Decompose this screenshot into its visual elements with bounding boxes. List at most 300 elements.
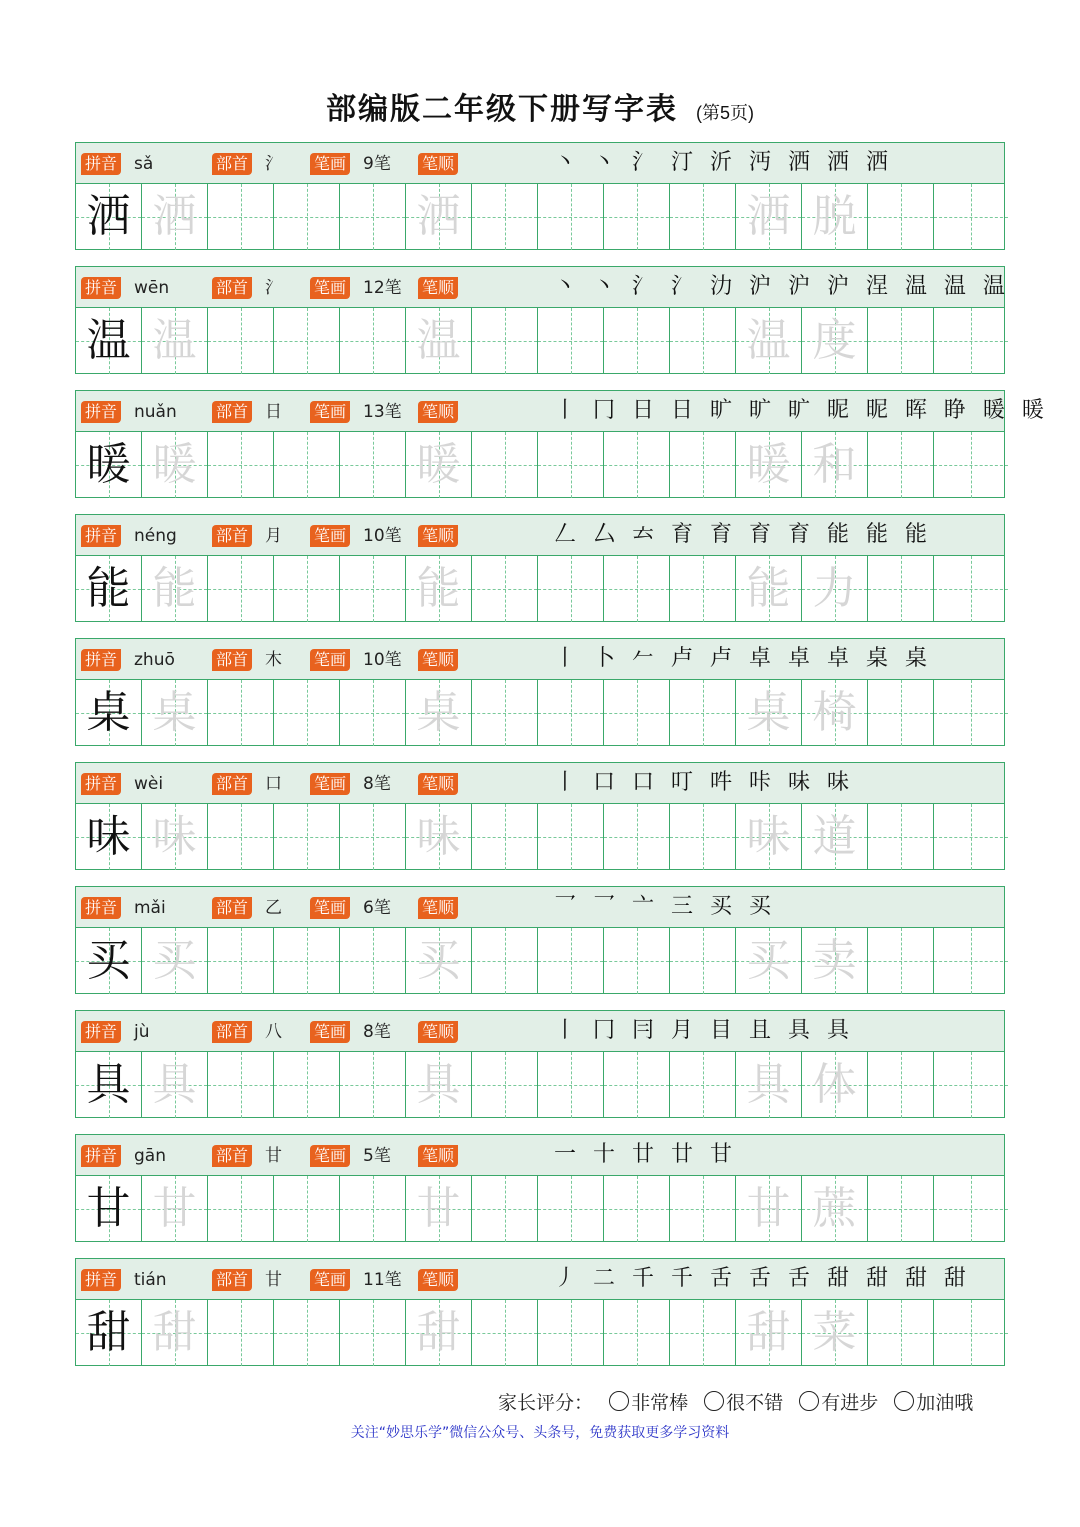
pinyin-value: néng [134,526,177,546]
writing-cell[interactable] [472,432,538,498]
rating-label: 家长评分： [498,1392,594,1414]
trace-char-cell[interactable] [142,804,208,870]
writing-cell[interactable] [340,928,406,994]
writing-cell[interactable] [472,804,538,870]
strokes-tag: 笔画 [310,153,350,175]
trace-char-cell[interactable] [406,308,472,374]
writing-cell[interactable] [934,1052,1008,1118]
model-char-cell [76,308,142,374]
char-info-bar [76,887,1004,928]
writing-cell[interactable] [472,680,538,746]
trace-char-cell[interactable] [142,308,208,374]
writing-cell[interactable] [934,804,1008,870]
trace-char-cell[interactable] [406,928,472,994]
writing-cell[interactable] [208,184,274,250]
radical-tag: 部首 [212,1269,252,1291]
char-info-bar [76,143,1004,184]
trace-char-cell[interactable] [736,1300,802,1366]
radical-value: 氵 [265,278,282,298]
grid-char: 蔗 [812,1183,857,1234]
radio-option-1[interactable] [704,1391,724,1411]
writing-cell[interactable] [538,432,604,498]
char-block [75,1258,1005,1366]
pinyin-tag: 拼音 [81,649,121,671]
radical-value: 木 [265,650,282,670]
trace-char-cell[interactable] [736,804,802,870]
strokes-tag: 笔画 [310,773,350,795]
trace-char-cell[interactable] [142,184,208,250]
writing-cell[interactable] [868,680,934,746]
writing-cell[interactable] [538,184,604,250]
char-info-bar [76,267,1010,308]
writing-cell[interactable] [472,308,538,374]
grid-char: 桌 [746,687,791,738]
grid-char: 温 [152,315,197,366]
trace-char-cell[interactable] [406,804,472,870]
pinyin-value: jù [134,1022,150,1042]
char-info-bar [76,1135,1004,1176]
writing-grid [76,1052,1004,1118]
trace-char-cell[interactable] [736,556,802,622]
grid-char: 味 [152,811,197,862]
char-info-bar [76,763,1004,804]
trace-char-cell[interactable] [142,1052,208,1118]
grid-char: 买 [746,935,791,986]
radical-value: 氵 [265,154,282,174]
order-tag: 笔顺 [418,649,458,671]
grid-char: 暖 [152,439,197,490]
order-tag: 笔顺 [418,525,458,547]
grid-char: 度 [812,315,857,366]
grid-char: 味 [746,811,791,862]
stroke-order: 丨 口 口 叮 吽 咔 味 味 [554,770,854,795]
writing-cell[interactable] [670,1052,736,1118]
pinyin-value: wēn [134,278,170,298]
trace-word-cell[interactable] [802,928,868,994]
char-block [75,514,1005,622]
radical-tag: 部首 [212,153,252,175]
grid-char: 温 [86,315,131,366]
grid-char: 力 [812,563,857,614]
grid-char: 洒 [416,191,461,242]
grid-char: 菜 [812,1307,857,1358]
model-char-cell [76,1176,142,1242]
writing-cell[interactable] [604,1176,670,1242]
writing-cell[interactable] [604,680,670,746]
grid-char: 洒 [86,191,131,242]
writing-cell[interactable] [208,308,274,374]
model-char-cell [76,432,142,498]
trace-char-cell[interactable] [142,1300,208,1366]
writing-cell[interactable] [538,928,604,994]
grid-char: 暖 [86,439,131,490]
page-number: (第5页) [696,103,754,123]
trace-word-cell[interactable] [802,556,868,622]
trace-char-cell[interactable] [142,432,208,498]
model-char-cell [76,1052,142,1118]
pinyin-value: mǎi [134,898,166,918]
page-title [0,84,1080,128]
writing-cell[interactable] [538,556,604,622]
order-tag: 笔顺 [418,773,458,795]
grid-char: 味 [416,811,461,862]
char-block [75,762,1005,870]
writing-cell[interactable] [274,184,340,250]
grid-char: 具 [416,1059,461,1110]
grid-char: 桌 [86,687,131,738]
writing-cell[interactable] [604,308,670,374]
char-info-bar [76,391,1049,432]
strokes-tag: 笔画 [310,401,350,423]
writing-cell[interactable] [274,804,340,870]
char-block [75,1134,1005,1242]
grid-char: 甘 [746,1183,791,1234]
writing-cell[interactable] [670,184,736,250]
grid-char: 甜 [416,1307,461,1358]
radical-value: 月 [265,526,282,546]
writing-cell[interactable] [868,184,934,250]
writing-cell[interactable] [604,432,670,498]
writing-cell[interactable] [274,432,340,498]
writing-cell[interactable] [340,1176,406,1242]
writing-cell[interactable] [538,308,604,374]
trace-char-cell[interactable] [142,928,208,994]
pinyin-value: tián [134,1270,167,1290]
grid-char: 椅 [812,687,857,738]
trace-char-cell[interactable] [736,184,802,250]
writing-cell[interactable] [340,1052,406,1118]
writing-cell[interactable] [208,680,274,746]
writing-cell[interactable] [538,1052,604,1118]
writing-cell[interactable] [274,556,340,622]
writing-cell[interactable] [340,1300,406,1366]
trace-char-cell[interactable] [736,1052,802,1118]
writing-cell[interactable] [868,432,934,498]
writing-cell[interactable] [934,1300,1008,1366]
writing-cell[interactable] [670,556,736,622]
trace-word-cell[interactable] [802,1300,868,1366]
pinyin-tag: 拼音 [81,153,121,175]
writing-grid [76,184,1004,250]
strokes-tag: 笔画 [310,1145,350,1167]
stroke-order: 丿 二 千 千 舌 舌 舌 甜 甜 甜 甜 [554,1266,971,1291]
writing-cell[interactable] [604,928,670,994]
trace-word-cell[interactable] [802,680,868,746]
writing-grid [76,928,1004,994]
writing-cell[interactable] [472,1300,538,1366]
pinyin-value: gān [134,1146,166,1166]
grid-char: 甘 [416,1183,461,1234]
stroke-order: 丨 冂 冃 月 目 且 具 具 [554,1018,854,1043]
rating-option-label: 加油哦 [916,1392,974,1414]
trace-char-cell[interactable] [142,1176,208,1242]
writing-grid [76,308,1004,374]
trace-char-cell[interactable] [406,1052,472,1118]
grid-char: 甜 [86,1307,131,1358]
writing-cell[interactable] [538,680,604,746]
writing-cell[interactable] [208,1052,274,1118]
model-char-cell [76,804,142,870]
pinyin-tag: 拼音 [81,277,121,299]
radical-tag: 部首 [212,773,252,795]
trace-word-cell[interactable] [802,184,868,250]
char-block [75,142,1005,250]
radical-value: 八 [265,1022,282,1042]
strokes-tag: 笔画 [310,1021,350,1043]
pinyin-tag: 拼音 [81,1021,121,1043]
grid-char: 能 [746,563,791,614]
writing-cell[interactable] [472,184,538,250]
grid-char: 甘 [86,1183,131,1234]
model-char-cell [76,556,142,622]
writing-grid [76,1300,1004,1366]
writing-cell[interactable] [670,1300,736,1366]
writing-cell[interactable] [340,556,406,622]
writing-cell[interactable] [538,1176,604,1242]
writing-cell[interactable] [670,1176,736,1242]
grid-char: 能 [152,563,197,614]
writing-grid [76,556,1004,622]
pinyin-tag: 拼音 [81,897,121,919]
char-info-bar [76,1259,1004,1300]
stroke-order: 𠃋 厶 𠫓 育 育 育 育 能 能 能 [554,522,932,547]
radical-tag: 部首 [212,525,252,547]
char-info-bar [76,515,1004,556]
grid-char: 味 [86,811,131,862]
grid-char: 暖 [746,439,791,490]
writing-cell[interactable] [274,680,340,746]
strokes-value: 11笔 [363,1270,402,1290]
writing-cell[interactable] [670,308,736,374]
strokes-value: 8笔 [363,1022,391,1042]
writing-cell[interactable] [208,928,274,994]
radical-value: 日 [265,402,282,422]
writing-cell[interactable] [934,1176,1008,1242]
writing-cell[interactable] [208,804,274,870]
writing-cell[interactable] [340,184,406,250]
radical-tag: 部首 [212,1145,252,1167]
order-tag: 笔顺 [418,897,458,919]
writing-grid [76,804,1004,870]
trace-char-cell[interactable] [406,1300,472,1366]
strokes-value: 13笔 [363,402,402,422]
strokes-tag: 笔画 [310,277,350,299]
radical-tag: 部首 [212,897,252,919]
writing-cell[interactable] [604,1052,670,1118]
writing-cell[interactable] [868,1052,934,1118]
order-tag: 笔顺 [418,1145,458,1167]
writing-cell[interactable] [472,1052,538,1118]
writing-cell[interactable] [274,1052,340,1118]
writing-cell[interactable] [868,1176,934,1242]
strokes-value: 9笔 [363,154,391,174]
writing-cell[interactable] [604,184,670,250]
grid-char: 卖 [812,935,857,986]
order-tag: 笔顺 [418,401,458,423]
trace-word-cell[interactable] [802,308,868,374]
writing-cell[interactable] [934,184,1008,250]
writing-cell[interactable] [340,804,406,870]
trace-word-cell[interactable] [802,1052,868,1118]
writing-cell[interactable] [340,432,406,498]
trace-char-cell[interactable] [406,184,472,250]
trace-char-cell[interactable] [406,556,472,622]
strokes-tag: 笔画 [310,1269,350,1291]
order-tag: 笔顺 [418,277,458,299]
grid-char: 能 [416,563,461,614]
trace-char-cell[interactable] [736,308,802,374]
grid-char: 具 [86,1059,131,1110]
trace-word-cell[interactable] [802,1176,868,1242]
writing-cell[interactable] [868,928,934,994]
strokes-value: 10笔 [363,650,402,670]
writing-cell[interactable] [868,1300,934,1366]
trace-char-cell[interactable] [406,1176,472,1242]
parent-rating [498,1388,973,1415]
char-info-bar [76,639,1004,680]
radical-tag: 部首 [212,277,252,299]
writing-cell[interactable] [670,432,736,498]
order-tag: 笔顺 [418,1021,458,1043]
strokes-tag: 笔画 [310,897,350,919]
writing-cell[interactable] [670,928,736,994]
trace-word-cell[interactable] [802,804,868,870]
grid-char: 暖 [416,439,461,490]
writing-cell[interactable] [934,308,1008,374]
model-char-cell [76,1300,142,1366]
trace-char-cell[interactable] [736,1176,802,1242]
strokes-value: 12笔 [363,278,402,298]
writing-cell[interactable] [670,680,736,746]
trace-char-cell[interactable] [736,680,802,746]
radical-value: 甘 [265,1146,282,1166]
pinyin-tag: 拼音 [81,525,121,547]
stroke-order: 乛 乛 亠 三 买 买 [554,894,776,919]
pinyin-value: nuǎn [134,402,177,422]
writing-cell[interactable] [208,1300,274,1366]
stroke-order: 丨 冂 日 日 旷 旷 旷 昵 昵 晖 睁 暖 暖 [554,398,1049,423]
writing-grid [76,1176,1004,1242]
grid-char: 具 [746,1059,791,1110]
trace-char-cell[interactable] [406,432,472,498]
writing-cell[interactable] [868,556,934,622]
grid-char: 洒 [746,191,791,242]
writing-cell[interactable] [274,1176,340,1242]
pinyin-value: zhuō [134,650,175,670]
writing-cell[interactable] [274,1300,340,1366]
grid-char: 甜 [746,1307,791,1358]
writing-cell[interactable] [670,804,736,870]
writing-cell[interactable] [604,556,670,622]
writing-cell[interactable] [934,928,1008,994]
pinyin-value: sǎ [134,154,154,174]
writing-cell[interactable] [934,432,1008,498]
writing-cell[interactable] [868,308,934,374]
grid-char: 温 [746,315,791,366]
radio-option-2[interactable] [799,1391,819,1411]
rating-option-label: 很不错 [726,1392,784,1414]
order-tag: 笔顺 [418,1269,458,1291]
trace-char-cell[interactable] [406,680,472,746]
writing-cell[interactable] [538,1300,604,1366]
pinyin-tag: 拼音 [81,773,121,795]
grid-char: 具 [152,1059,197,1110]
grid-char: 桌 [416,687,461,738]
radical-value: 口 [265,774,282,794]
grid-char: 脱 [812,191,857,242]
pinyin-tag: 拼音 [81,1145,121,1167]
grid-char: 和 [812,439,857,490]
radio-option-3[interactable] [894,1391,914,1411]
rating-option-label: 有进步 [821,1392,879,1414]
writing-cell[interactable] [208,556,274,622]
strokes-value: 6笔 [363,898,391,918]
writing-cell[interactable] [538,804,604,870]
writing-grid [76,680,1004,746]
writing-cell[interactable] [472,556,538,622]
stroke-order: 丨 卜 𠂉 卢 卢 卓 卓 卓 桌 桌 [554,646,932,671]
grid-char: 桌 [152,687,197,738]
writing-cell[interactable] [472,1176,538,1242]
grid-char: 道 [812,811,857,862]
trace-char-cell[interactable] [736,432,802,498]
writing-cell[interactable] [340,308,406,374]
trace-char-cell[interactable] [736,928,802,994]
model-char-cell [76,184,142,250]
grid-char: 洒 [152,191,197,242]
radical-tag: 部首 [212,1021,252,1043]
pinyin-tag: 拼音 [81,401,121,423]
writing-cell[interactable] [274,928,340,994]
model-char-cell [76,680,142,746]
writing-cell[interactable] [934,556,1008,622]
char-block [75,638,1005,746]
grid-char: 买 [86,935,131,986]
writing-cell[interactable] [208,1176,274,1242]
radio-option-0[interactable] [609,1391,629,1411]
stroke-order: 丶 丶 氵 氵 氻 沪 沪 沪 涅 温 温 温 [554,274,1010,299]
writing-cell[interactable] [604,1300,670,1366]
writing-cell[interactable] [274,308,340,374]
writing-cell[interactable] [472,928,538,994]
strokes-value: 8笔 [363,774,391,794]
grid-char: 温 [416,315,461,366]
grid-char: 体 [812,1059,857,1110]
trace-char-cell[interactable] [142,680,208,746]
char-info-bar [76,1011,1004,1052]
writing-cell[interactable] [208,432,274,498]
radical-value: 乙 [265,898,282,918]
pinyin-value: wèi [134,774,164,794]
char-block [75,886,1005,994]
title-text: 部编版二年级下册写字表 [326,92,678,127]
trace-word-cell[interactable] [802,432,868,498]
grid-char: 甘 [152,1183,197,1234]
grid-char: 买 [416,935,461,986]
rating-option-label: 非常棒 [631,1392,689,1414]
writing-cell[interactable] [868,804,934,870]
strokes-tag: 笔画 [310,649,350,671]
writing-cell[interactable] [934,680,1008,746]
radical-tag: 部首 [212,649,252,671]
writing-cell[interactable] [604,804,670,870]
strokes-value: 5笔 [363,1146,391,1166]
strokes-value: 10笔 [363,526,402,546]
promo-note: 关注“妙思乐学”微信公众号、头条号，免费获取更多学习资料 [350,1425,730,1441]
writing-cell[interactable] [340,680,406,746]
writing-grid [76,432,1004,498]
trace-char-cell[interactable] [142,556,208,622]
